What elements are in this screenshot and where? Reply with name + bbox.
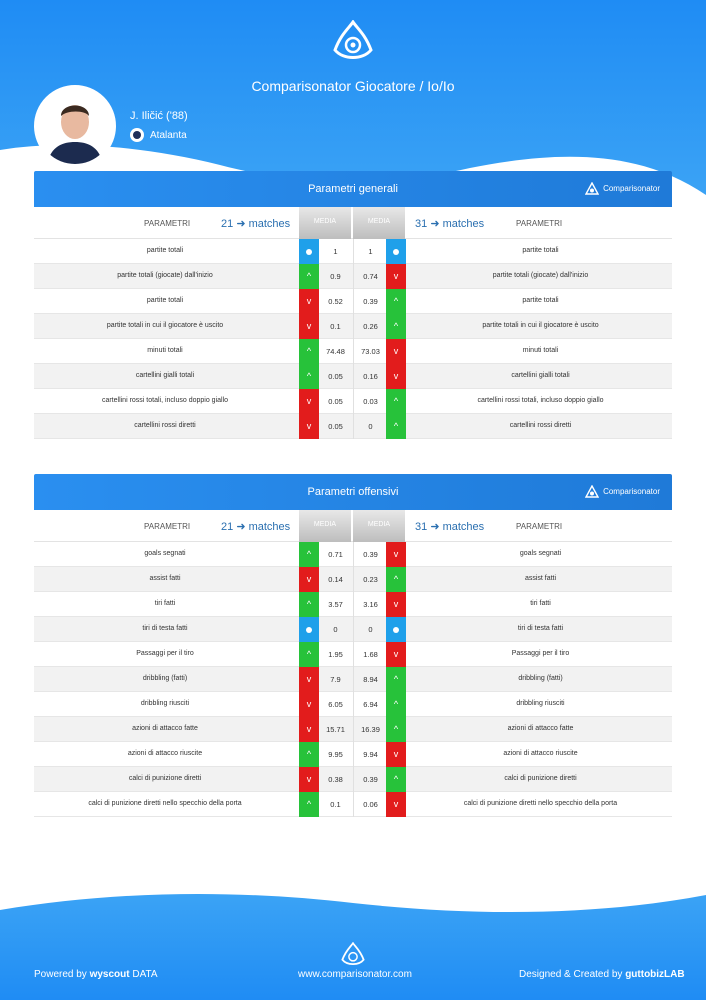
value-right: 0.26	[363, 322, 378, 331]
value-right: 0.39	[363, 550, 378, 559]
param-name-left: azioni di attacco fatte	[132, 725, 198, 732]
comparisonator-icon	[585, 182, 599, 196]
stat-row	[34, 364, 672, 389]
param-name-right: partite totali in cui il giocatore è uscito	[482, 322, 599, 329]
param-name-left: azioni di attacco riuscite	[127, 750, 203, 757]
stat-row	[34, 767, 672, 792]
param-name-right: cartellini gialli totali	[511, 372, 570, 379]
divider	[353, 239, 354, 264]
up-arrow-icon: ^	[299, 339, 319, 364]
down-arrow-icon: v	[299, 767, 319, 792]
down-arrow-icon: v	[386, 542, 406, 567]
value-left: 0.1	[330, 322, 341, 331]
up-arrow-icon: ^	[299, 742, 319, 767]
site-link[interactable]: www.comparisonator.com	[298, 969, 412, 980]
stat-row	[34, 264, 672, 289]
param-name-left: tiri di testa fatti	[142, 625, 188, 632]
stat-rows	[34, 542, 672, 817]
up-arrow-icon: ^	[299, 642, 319, 667]
param-name-left: partite totali	[146, 247, 184, 254]
divider	[353, 692, 354, 717]
column-headers	[34, 510, 672, 542]
param-name-left: tiri fatti	[154, 600, 176, 607]
value-right: 0	[368, 422, 373, 431]
param-name-right: azioni di attacco riuscite	[503, 750, 578, 757]
down-arrow-icon: v	[299, 667, 319, 692]
param-name-right: Passaggi per il tiro	[511, 650, 570, 657]
value-left: 1	[333, 247, 338, 256]
stat-row	[34, 792, 672, 817]
value-left: 0.71	[328, 550, 343, 559]
value-right: 0.23	[363, 575, 378, 584]
value-right: 0	[368, 625, 373, 634]
down-arrow-icon: v	[386, 792, 406, 817]
up-arrow-icon: ^	[386, 767, 406, 792]
param-name-left: Passaggi per il tiro	[136, 650, 194, 657]
designed-by: Designed & Created by guttobizLAB	[519, 969, 685, 980]
param-label-left: PARAMETRI	[144, 522, 191, 531]
value-right: 9.94	[363, 750, 378, 759]
value-left: 0.1	[330, 800, 341, 809]
stat-rows	[34, 239, 672, 439]
panel-title: Parametri offensivi	[307, 486, 399, 498]
stat-row	[34, 239, 672, 264]
value-left: 9.95	[328, 750, 343, 759]
stat-row	[34, 617, 672, 642]
equal-dot-icon	[386, 617, 406, 642]
divider	[353, 364, 354, 389]
param-name-left: partite totali (giocate) dall'inizio	[117, 272, 213, 279]
up-arrow-icon: ^	[299, 792, 319, 817]
param-name-right: partite totali	[522, 247, 559, 254]
up-arrow-icon: ^	[386, 692, 406, 717]
up-arrow-icon: ^	[386, 414, 406, 439]
media-header-right: MEDIA	[353, 207, 405, 239]
up-arrow-icon: ^	[299, 364, 319, 389]
down-arrow-icon: v	[299, 389, 319, 414]
matches-right: 31 ➜ matches	[415, 218, 485, 230]
stat-row	[34, 717, 672, 742]
panel-header	[34, 171, 672, 207]
up-arrow-icon: ^	[386, 667, 406, 692]
divider	[353, 567, 354, 592]
param-name-left: cartellini rossi diretti	[134, 422, 196, 429]
param-name-left: partite totali	[146, 297, 184, 304]
divider	[353, 742, 354, 767]
param-name-right: dribbling (fatti)	[518, 675, 563, 682]
divider	[353, 592, 354, 617]
value-left: 0.52	[328, 297, 343, 306]
equal-dot-icon	[299, 239, 319, 264]
value-left: 3.57	[328, 600, 343, 609]
value-right: 0.39	[363, 297, 378, 306]
divider	[353, 642, 354, 667]
param-name-left: cartellini rossi totali, incluso doppio giallo	[101, 397, 229, 404]
stat-row	[34, 389, 672, 414]
divider	[353, 414, 354, 439]
value-left: 74.48	[326, 347, 345, 356]
param-name-right: dribbling riusciti	[516, 700, 565, 707]
matches-right: 31 ➜ matches	[415, 521, 485, 533]
param-label-left: PARAMETRI	[144, 219, 191, 228]
divider	[353, 289, 354, 314]
up-arrow-icon: ^	[386, 389, 406, 414]
value-right: 1.68	[363, 650, 378, 659]
down-arrow-icon: v	[386, 339, 406, 364]
stat-row	[34, 289, 672, 314]
stat-row	[34, 592, 672, 617]
matches-left: 21 ➜ matches	[221, 218, 291, 230]
down-arrow-icon: v	[386, 742, 406, 767]
divider	[353, 314, 354, 339]
value-right: 73.03	[361, 347, 380, 356]
down-arrow-icon: v	[299, 567, 319, 592]
divider	[353, 542, 354, 567]
param-name-right: tiri fatti	[530, 600, 551, 607]
divider	[353, 717, 354, 742]
down-arrow-icon: v	[299, 717, 319, 742]
param-name-left: minuti totali	[147, 347, 183, 354]
panel-offensive	[34, 474, 672, 817]
team-info	[130, 128, 187, 142]
param-name-left: goals segnati	[144, 550, 186, 557]
stat-row	[34, 414, 672, 439]
divider	[353, 389, 354, 414]
value-right: 8.94	[363, 675, 378, 684]
media-header-right: MEDIA	[353, 510, 405, 542]
arrow-in-icon: ➜	[236, 218, 246, 230]
up-arrow-icon: ^	[386, 717, 406, 742]
stat-row	[34, 742, 672, 767]
down-arrow-icon: v	[299, 692, 319, 717]
stat-row	[34, 692, 672, 717]
player-name: J. Iličić ('88)	[130, 110, 188, 122]
divider	[353, 667, 354, 692]
down-arrow-icon: v	[299, 314, 319, 339]
up-arrow-icon: ^	[386, 289, 406, 314]
divider	[353, 792, 354, 817]
param-name-left: dribbling (fatti)	[142, 675, 188, 682]
comparisonator-logo-icon	[331, 20, 375, 64]
down-arrow-icon: v	[386, 364, 406, 389]
param-name-left: cartellini gialli totali	[135, 372, 195, 379]
down-arrow-icon: v	[299, 414, 319, 439]
value-left: 7.9	[330, 675, 341, 684]
down-arrow-icon: v	[386, 592, 406, 617]
value-left: 15.71	[326, 725, 345, 734]
up-arrow-icon: ^	[386, 567, 406, 592]
param-name-right: cartellini rossi totali, incluso doppio giallo	[477, 397, 604, 404]
powered-by: Powered by wyscout DATA	[34, 969, 158, 980]
param-name-right: azioni di attacco fatte	[507, 725, 574, 732]
panel-general	[34, 171, 672, 439]
stat-row	[34, 642, 672, 667]
param-name-left: partite totali in cui il giocatore è uscito	[106, 322, 224, 329]
value-right: 0.03	[363, 397, 378, 406]
value-right: 16.39	[361, 725, 380, 734]
up-arrow-icon: ^	[299, 264, 319, 289]
down-arrow-icon: v	[386, 642, 406, 667]
value-right: 0.74	[363, 272, 378, 281]
player-avatar-icon	[37, 88, 113, 164]
param-name-left: dribbling riusciti	[140, 700, 190, 707]
value-left: 0.38	[328, 775, 343, 784]
panel-brand: Comparisonator	[585, 474, 660, 510]
team-name: Atalanta	[150, 129, 187, 141]
param-name-right: tiri di testa fatti	[517, 625, 564, 632]
param-name-right: partite totali	[522, 297, 559, 304]
footer-logo-icon	[340, 942, 366, 968]
down-arrow-icon: v	[386, 264, 406, 289]
panel-brand: Comparisonator	[585, 171, 660, 207]
param-name-left: calci di punizione diretti	[128, 775, 202, 782]
up-arrow-icon: ^	[299, 542, 319, 567]
value-right: 0.06	[363, 800, 378, 809]
param-name-right: partite totali (giocate) dall'inizio	[492, 272, 589, 279]
param-name-right: calci di punizione diretti	[504, 775, 577, 782]
stat-row	[34, 542, 672, 567]
stat-row	[34, 567, 672, 592]
column-headers	[34, 207, 672, 239]
divider	[353, 339, 354, 364]
player-photo	[34, 85, 116, 167]
param-name-right: minuti totali	[522, 347, 559, 354]
up-arrow-icon: ^	[299, 592, 319, 617]
value-left: 0.9	[330, 272, 341, 281]
arrow-in-icon: ➜	[430, 218, 440, 230]
value-left: 0	[333, 625, 338, 634]
divider	[353, 264, 354, 289]
param-label-right: PARAMETRI	[516, 522, 563, 531]
value-right: 6.94	[363, 700, 378, 709]
value-left: 0.05	[328, 372, 343, 381]
param-name-right: assist fatti	[524, 575, 557, 582]
value-left: 0.14	[328, 575, 343, 584]
arrow-in-icon: ➜	[430, 521, 440, 533]
param-name-left: calci di punizione diretti nello specchio della porta	[88, 800, 242, 807]
matches-left: 21 ➜ matches	[221, 521, 291, 533]
param-name-left: assist fatti	[149, 575, 181, 582]
equal-dot-icon	[299, 617, 319, 642]
media-header-left: MEDIA	[299, 510, 351, 542]
up-arrow-icon: ^	[386, 314, 406, 339]
value-left: 0.05	[328, 422, 343, 431]
arrow-in-icon: ➜	[236, 521, 246, 533]
stat-row	[34, 667, 672, 692]
value-right: 0.16	[363, 372, 378, 381]
media-header-left: MEDIA	[299, 207, 351, 239]
value-left: 0.05	[328, 397, 343, 406]
panel-title: Parametri generali	[308, 183, 398, 195]
divider	[353, 617, 354, 642]
param-name-right: goals segnati	[519, 550, 562, 557]
param-name-right: calci di punizione diretti nello specchio della porta	[463, 800, 618, 807]
down-arrow-icon: v	[299, 289, 319, 314]
value-right: 0.39	[363, 775, 378, 784]
value-right: 1	[368, 247, 373, 256]
value-right: 3.16	[363, 600, 378, 609]
stat-row	[34, 339, 672, 364]
param-name-right: cartellini rossi diretti	[509, 422, 572, 429]
page-title: Comparisonator Giocatore / Io/Io	[251, 78, 455, 94]
panel-header	[34, 474, 672, 510]
comparisonator-icon	[585, 485, 599, 499]
divider	[353, 767, 354, 792]
param-label-right: PARAMETRI	[516, 219, 563, 228]
value-left: 6.05	[328, 700, 343, 709]
value-left: 1.95	[328, 650, 343, 659]
equal-dot-icon	[386, 239, 406, 264]
team-badge-icon	[130, 128, 144, 142]
stat-row	[34, 314, 672, 339]
